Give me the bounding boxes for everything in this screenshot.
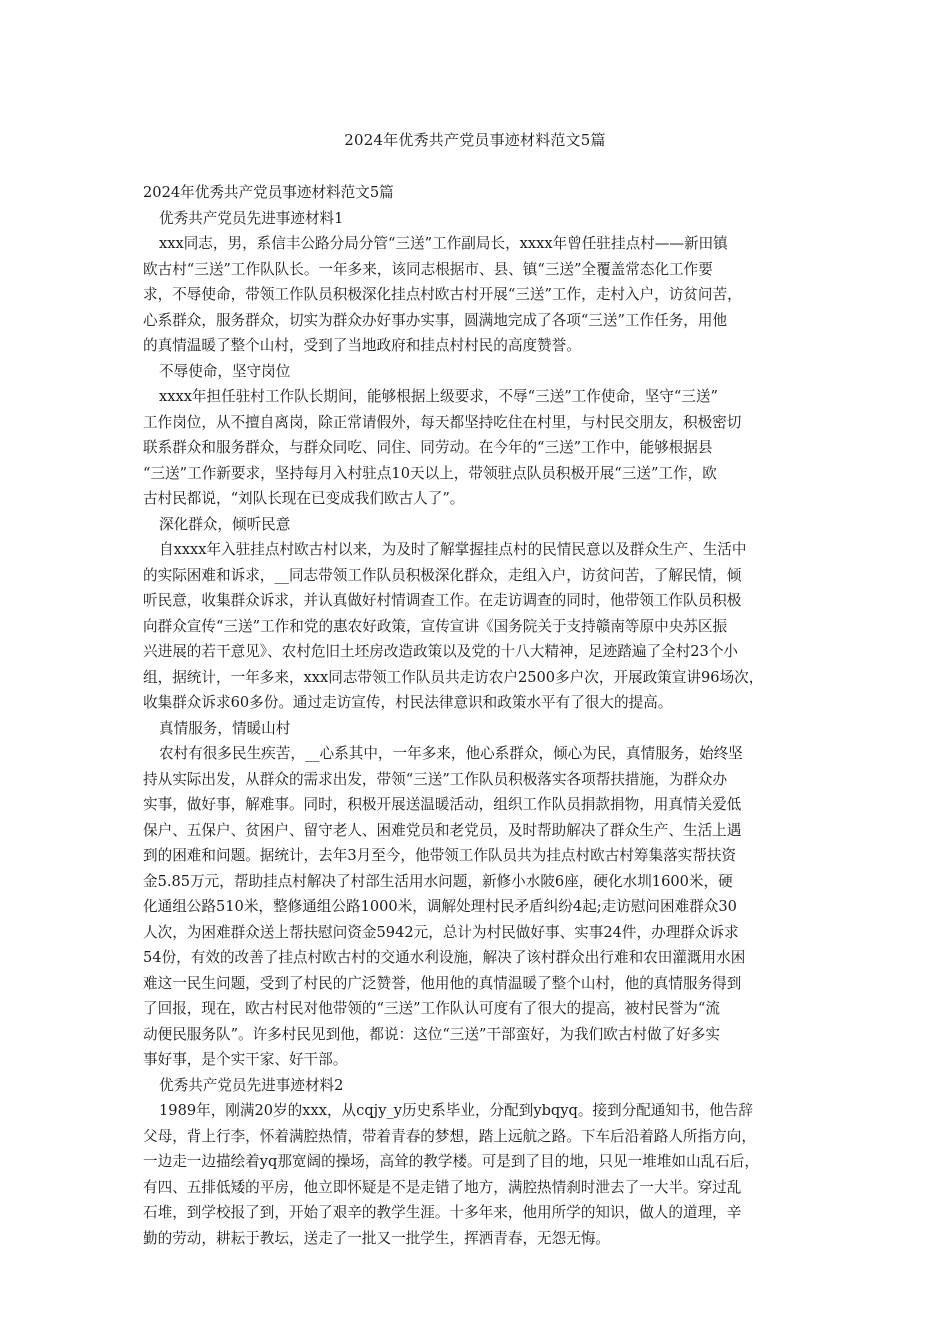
- document-body: [143, 180, 819, 1251]
- text-line: 优秀共产党员先进事迹材料2: [159, 1076, 344, 1094]
- text-line: xxxx年担任驻村工作队长期间，能够根据上级要求，不辱“三送”工作使命，坚守“三送”: [159, 388, 718, 405]
- text-line: 欧古村“三送”工作队队长。一年多来，该同志根据市、县、镇“三送”全覆盖常态化工作要: [143, 260, 713, 278]
- text-line: 听民意，收集群众诉求，并认真做好村情调查工作。在走访调查的同时，他带领工作队员积极: [143, 592, 742, 609]
- text-line: 求，不辱使命，带领工作队员积极深化挂点村欧古村开展“三送”工作，走村入户，访贫问苦，: [143, 286, 742, 303]
- text-line: 古村民都说，“刘队长现在已变成我们欧古人了”。: [143, 490, 465, 507]
- text-line: 心系群众，服务群众，切实为群众办好事办实事，圆满地完成了各项“三送”工作任务，用他: [143, 311, 728, 329]
- text-line: 自xxxx年入驻挂点村欧古村以来，为及时了解掌握挂点村的民情民意以及群众生产、生活中: [159, 541, 747, 558]
- text-line: 有四、五排低矮的平房，他立即怀疑是不是走错了地方，满腔热情刹时泄去了一大半。穿过乱: [143, 1178, 742, 1196]
- text-line: xxx同志，男，系信丰公路分局分管“三送”工作副局长，xxxx年曾任驻挂点村——新田镇: [159, 235, 728, 252]
- text-line: 收集群众诉求60多份。通过走访宣传，村民法律意识和政策水平有了很大的提高。: [143, 694, 673, 711]
- text-line: 的真情温暖了整个山村，受到了当地政府和挂点村村民的高度赞誉。: [143, 337, 581, 354]
- text-line: 实事，做好事，解难事。同时，积极开展送温暖活动，组织工作队员捐款捐物，用真情关爱低: [143, 796, 742, 813]
- text-line: 一边走一边描绘着yq那宽阔的操场，高耸的教学楼。可是到了目的地，只见一堆堆如山乱石后，: [143, 1153, 759, 1170]
- text-line: 持从实际出发，从群众的需求出发，带领“三送”工作队员积极落实各项帮扶措施，为群众办: [143, 770, 728, 788]
- text-line: 真情服务，情暖山村: [159, 719, 291, 737]
- text-line: 兴进展的若干意见》、农村危旧土坯房改造政策以及党的十八大精神，足迹踏遍了全村23个小: [143, 643, 739, 660]
- paragraph-lines: [143, 206, 819, 1252]
- text-line: 不辱使命，坚守岗位: [159, 362, 291, 380]
- text-line: 化通组公路510米，整修通组公路1000米，调解处理村民矛盾纠纷4起;走访慰问困难群众30: [143, 898, 737, 915]
- text-line: 事好事，是个实干家、好干部。: [143, 1051, 348, 1068]
- text-line: 勤的劳动，耕耘于教坛，送走了一批又一批学生，挥洒青春，无怨无悔。: [143, 1229, 611, 1247]
- text-line: 向群众宣传“三送”工作和党的惠农好政策，宣传宣讲《国务院关于支持赣南等原中央苏区振: [143, 617, 728, 635]
- text-line: 优秀共产党员先进事迹材料1: [159, 209, 344, 227]
- text-line: “三送”工作新要求，坚持每月入村驻点10天以上，带领驻点队员积极开展“三送”工作，欧: [143, 464, 717, 482]
- text-line: 金5.85万元，帮助挂点村解决了村部生活用水问题，新修小水陂6座，硬化水圳1600米，硬: [143, 872, 733, 890]
- text-line: 石堆，到学校报了到，开始了艰辛的教学生涯。十多年来，他用所学的知识，做人的道理，辛: [143, 1204, 742, 1221]
- document-subtitle: 2024年优秀共产党员事迹材料范文5篇: [143, 184, 394, 201]
- text-line: 深化群众，倾听民意: [159, 515, 291, 533]
- text-line: 难这一民生问题，受到了村民的广泛赞誉，他用他的真情温暖了整个山村，他的真情服务得到: [143, 974, 742, 992]
- text-line: 保户、五保户、贫困户、留守老人、困难党员和老党员，及时帮助解决了群众生产、生活上遇: [143, 821, 742, 839]
- text-line: 动便民服务队”。许多村民见到他，都说：这位“三送”干部蛮好，为我们欧古村做了好多实: [143, 1025, 720, 1043]
- text-line: 农村有很多民生疾苦，__心系其中，一年多来，他心系群众，倾心为民，真情服务，始终坚: [159, 745, 743, 762]
- text-line: 父母，背上行李，怀着满腔热情，带着青春的梦想，踏上远航之路。下车后沿着路人所指方向，: [143, 1127, 756, 1145]
- text-line: 54份，有效的改善了挂点村欧古村的交通水利设施，解决了该村群众出行难和农田灌溉用水困: [143, 949, 746, 966]
- text-line: 工作岗位，从不擅自离岗，除正常请假外，每天都坚持吃住在村里，与村民交朋友，积极密切: [143, 413, 742, 431]
- text-line: 联系群众和服务群众，与群众同吃、同住、同劳动。在今年的“三送”工作中，能够根据县: [143, 439, 713, 456]
- text-line: 到的困难和问题。据统计，去年3月至今，他带领工作队员共为挂点村欧古村筹集落实帮扶资: [143, 847, 737, 864]
- text-line: 人次，为困难群众送上帮扶慰问资金5942元，总计为村民做好事、实事24件，办理群众诉求: [143, 923, 739, 941]
- text-line: 组，据统计，一年多来，xxx同志带领工作队员共走访农户2500多户次，开展政策宣讲96场次，: [143, 668, 764, 686]
- text-line: 的实际困难和诉求，__同志带领工作队员积极深化群众，走组入户，访贫问苦，了解民情，倾: [143, 566, 742, 584]
- page-title: 2024年优秀共产党员事迹材料范文5篇: [344, 131, 606, 149]
- text-line: 1989年，刚满20岁的xxx，从cqjy_y历史系毕业，分配到ybqyq。接到分配通知书，他告辞: [159, 1102, 753, 1119]
- text-line: 了回报，现在，欧古村民对他带领的“三送”工作队认可度有了很大的提高，被村民誉为“流: [143, 1000, 720, 1017]
